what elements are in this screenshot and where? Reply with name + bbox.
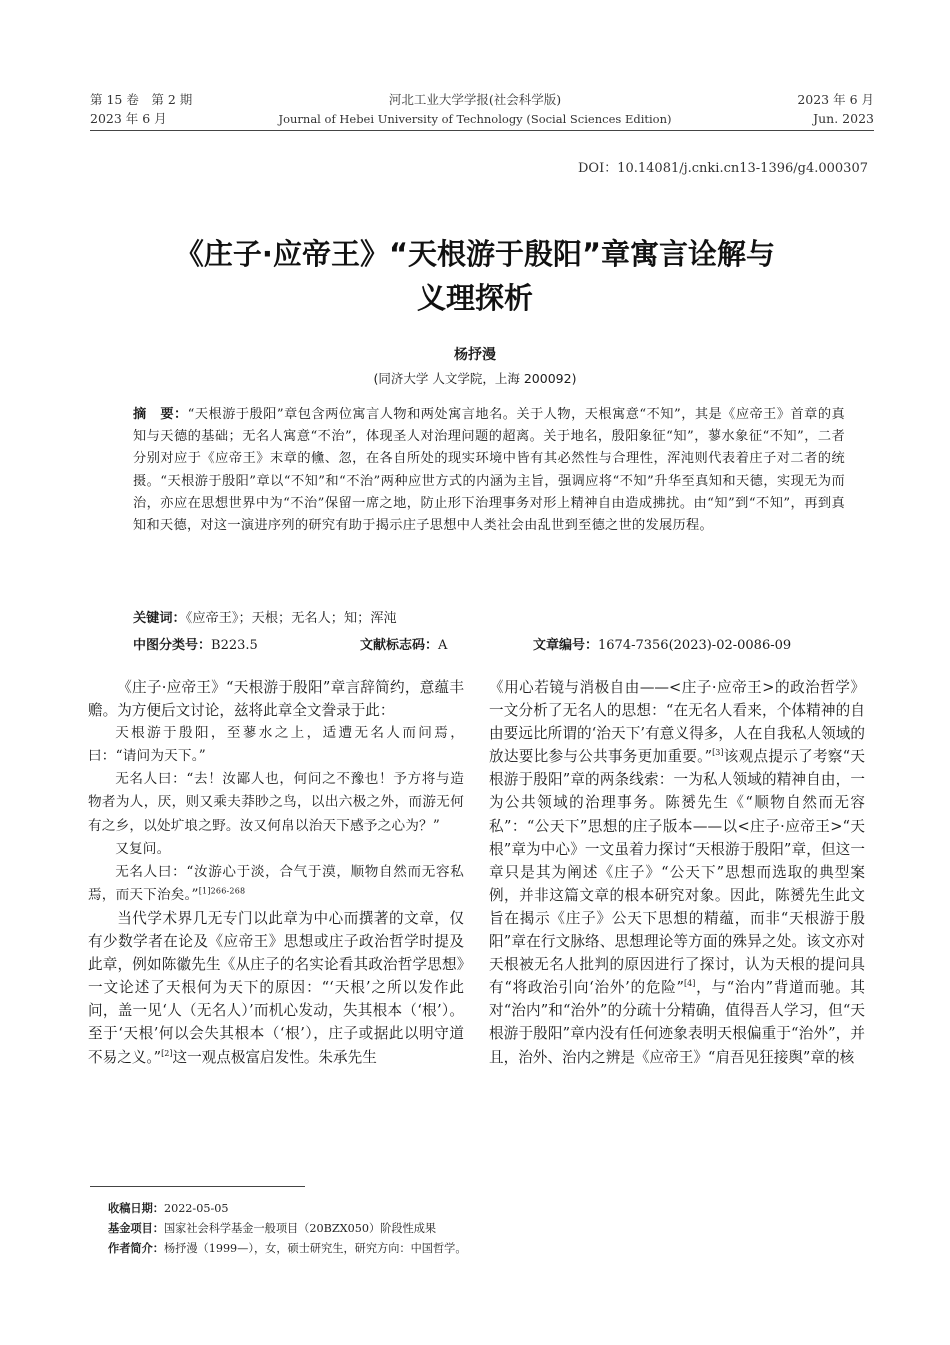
author-affiliation: (同济大学 人文学院，上海 200092) xyxy=(373,371,577,386)
keywords-label: 关键词： xyxy=(133,611,186,626)
quote-paragraph: 无名人曰：“去！汝鄙人也，何问之不豫也！予方将与造物者为人，厌，则又乘夫莽眇之鸟，以出六极之外，而游无何有之乡，以处圹埌之野。汝又何帛以治天下感予之心为？” xyxy=(88,771,464,834)
paragraph-text: 这一观点极富启发性。朱承先生 xyxy=(172,1048,377,1066)
cls-label: 中图分类号： xyxy=(133,638,212,653)
paragraph-text: 当代学术界几无专门以此章为中心而撰著的文章，仅有少数学者在论及《应帝王》思想或庄子政治哲学时提及此章，例如陈徽先生《从庄子的名实论看其政治哲学思想》一文论述了天根何为天下的原因：“‘天根’之所以发作此问，盖一见‘人（无名人）’而机心发动，失其根本（‘根’）。至于‘天根’何以会失其根本（‘根’），庄子或据此以明守道不易之义。” xyxy=(88,909,464,1066)
received-label: 收稿日期： xyxy=(108,1202,164,1215)
quote-paragraph: 又复问。 xyxy=(115,840,171,857)
article-no-value: 1674-7356(2023)-02-0086-09 xyxy=(598,638,792,653)
abstract xyxy=(133,404,845,537)
quote-paragraph xyxy=(88,861,464,907)
bio-value: 杨抒漫（1999—），女，硕士研究生，研究方向：中国哲学。 xyxy=(163,1242,467,1255)
volume-issue: 第 15 卷 第 2 期 xyxy=(90,92,193,107)
doi: DOI：10.14081/j.cnki.cn13-1396/g4.000307 xyxy=(577,161,868,176)
paragraph-text: ，与“治内”背道而驰。其对“治内”和“治外”的分疏十分精确，值得吾人学习，但“天根游于殷阳”章内没有任何迹象表明天根偏重于“治外”，并且，治外、治内之辨是《应帝王》“肩吾见狂接舆”章的核 xyxy=(489,979,865,1066)
article-no-label: 文章编号： xyxy=(533,638,599,653)
footnote-bio xyxy=(108,1240,467,1256)
footnote-received xyxy=(108,1200,228,1216)
paragraph-text: 该观点提示了考察“天根游于殷阳”章的两条线索：一为私人领域的精神自由，一为公共领域的治理事务。陈赟先生《“顺物自然而无容私”：“公天下”思想的庄子版本——以<庄子·应帝王>“天根”章为中心》一文虽着力探讨“天根游于殷阳”章，但这一章只是其为阐述《庄子》“公天下”思想而选取的典型案例，并非这篇文章的根本研究对象。因此，陈赟先生此文旨在揭示《庄子》公天下思想的精蕴，而非“天根游于殷阳”章在行文脉络、思想理论等方面的殊异之处。该文亦对天根被无名人批判的原因进行了探讨，认为天根的提问具有“将政治引向‘治外’的危险” xyxy=(489,748,865,997)
header-rule xyxy=(90,130,874,131)
keywords-value: 《应帝王》；天根；无名人；知；浑沌 xyxy=(185,611,397,626)
fund-value: 国家社会科学基金一般项目（20BZX050）阶段性成果 xyxy=(163,1222,437,1235)
keywords xyxy=(133,607,397,626)
footnote-rule xyxy=(90,1186,305,1187)
received-value: 2022-05-05 xyxy=(163,1202,229,1215)
classification xyxy=(133,634,258,653)
journal-title-cn: 河北工业大学学报(社会科学版) xyxy=(388,92,562,107)
body-left-column xyxy=(88,676,464,1069)
cls-value: B223.5 xyxy=(211,638,258,653)
body-right-column xyxy=(489,676,865,1069)
footnote-fund xyxy=(108,1220,436,1236)
doccode-value: A xyxy=(438,638,448,653)
paragraph-text: 《用心若镜与消极自由——<庄子·应帝王>的政治哲学》一文分析了无名人的思想：“在无名人看来，个体精神的自由要远比所谓的‘治天下’有意义得多，人在自我私人领域的放达要比参与公共事务更加重要。” xyxy=(489,679,865,766)
citation: [3] xyxy=(712,748,724,758)
paragraph: 《庄子·应帝王》“天根游于殷阳”章言辞简约，意蕴丰赡。为方便后文讨论，兹将此章全文誊录于此： xyxy=(88,679,464,720)
document-code xyxy=(360,634,447,653)
quote-text: 无名人曰：“汝游心于淡，合气于漠，顺物自然而无容私焉，而天下治矣。” xyxy=(88,863,464,903)
citation: [2] xyxy=(161,1048,173,1058)
citation: [1]266-268 xyxy=(198,886,246,896)
citation: [4] xyxy=(684,979,696,989)
quote-paragraph: 天根游于殷阳，至蓼水之上，适遭无名人而问焉，曰：“请问为天下。” xyxy=(88,725,464,765)
abstract-label: 摘 要： xyxy=(133,407,188,422)
abstract-text: “天根游于殷阳”章包含两位寓言人物和两处寓言地名。关于人物，天根寓意“不知”，其是《应帝王》首章的真知与天德的基础；无名人寓意“不治”，体现圣人对治理问题的超离。关于地名，殷阳象征“知”，蓼水象征“不知”，二者分别对应于《应帝王》末章的儵、忽，在各自所处的现实环境中皆有其必然性与合理性，浑沌则代表着庄子对二者的统摄。“天根游于殷阳”章以“不知”和“不治”两种应世方式的内涵为主旨，强调应将“不知”升华至真知和天德，实现无为而治，亦应在思想世界中为“不治”保留一席之地，防止形下治理事务对形上精神自由造成拂扰。由“知”到“不知”，再到真知和天德，对这一演进序列的研究有助于揭示庄子思想中人类社会由乱世到至德之世的发展历程。 xyxy=(133,407,845,534)
paragraph xyxy=(88,907,464,1069)
title-line-1: 《庄子·应帝王》“天根游于殷阳”章寓言诠解与 xyxy=(174,237,776,271)
title-line-2: 义理探析 xyxy=(416,281,533,315)
issue-date: 2023 年 6 月 xyxy=(90,111,167,126)
article-number xyxy=(533,634,791,653)
fund-label: 基金项目： xyxy=(108,1222,164,1235)
author-name: 杨抒漫 xyxy=(454,347,496,363)
bio-label: 作者简介： xyxy=(108,1242,164,1255)
date-right-en: Jun. 2023 xyxy=(813,111,874,126)
paragraph xyxy=(489,676,865,1069)
doccode-label: 文献标志码： xyxy=(360,638,439,653)
date-right-cn: 2023 年 6 月 xyxy=(797,92,874,107)
article-title xyxy=(60,232,890,320)
journal-title-en: Journal of Hebei University of Technology (Social Sciences Edition) xyxy=(278,112,672,126)
